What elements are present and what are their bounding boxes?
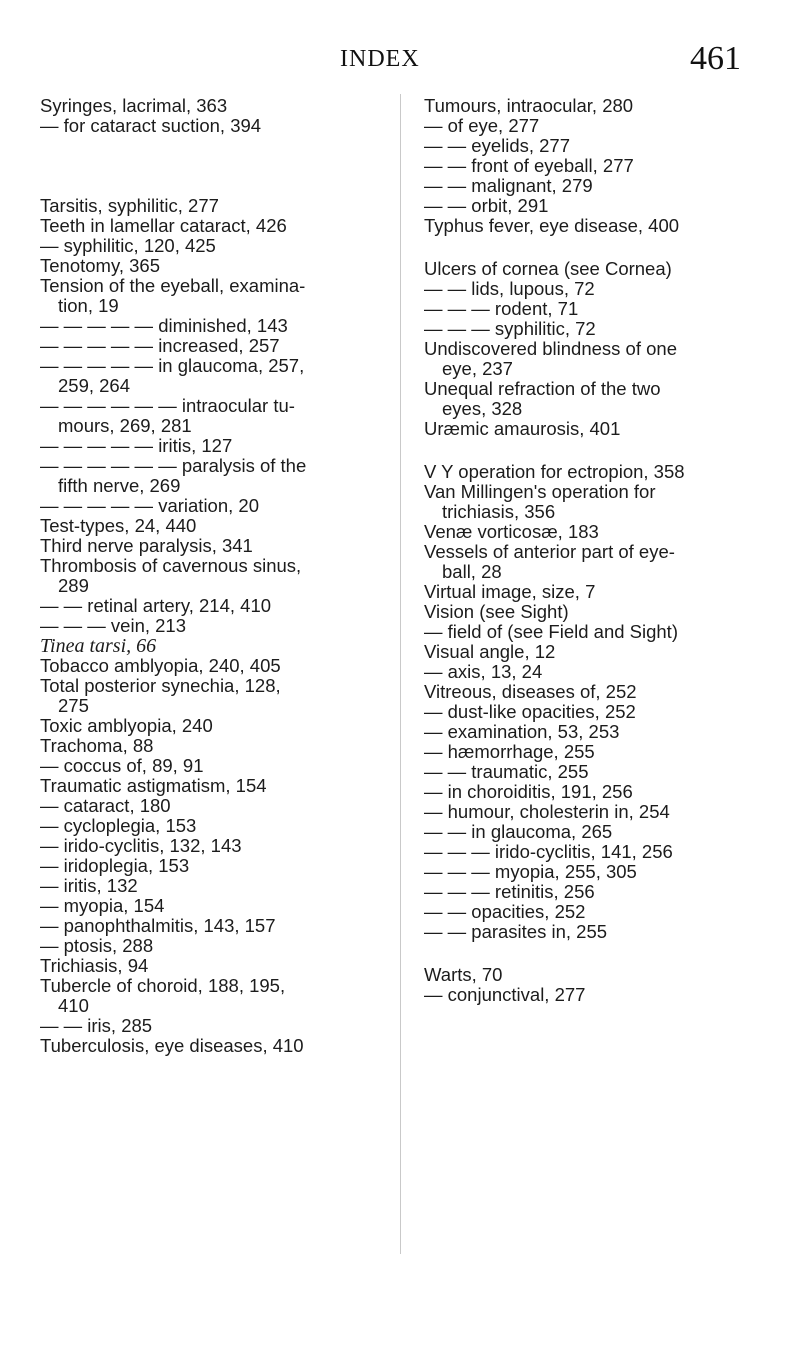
index-entry: — humour, cholesterin in, 254 xyxy=(424,801,670,822)
index-entry: — — opacities, 252 xyxy=(424,901,586,922)
index-column-right xyxy=(424,96,774,1005)
index-entry: — — — myopia, 255, 305 xyxy=(424,861,637,882)
index-entry: — cycloplegia, 153 xyxy=(40,815,197,836)
index-entry: — for cataract suction, 394 xyxy=(40,115,262,136)
index-entry: Virtual image, size, 7 xyxy=(424,581,596,602)
page-header xyxy=(0,40,800,80)
index-entry: — ptosis, 288 xyxy=(40,935,154,956)
index-entry: Total posterior synechia, 128, xyxy=(40,675,281,696)
running-head: INDEX xyxy=(340,46,420,72)
index-entry: — — — syphilitic, 72 xyxy=(424,318,596,339)
index-entry: Tinea tarsi, 66 xyxy=(40,635,157,657)
index-entry: Toxic amblyopia, 240 xyxy=(40,715,213,736)
index-entry: — dust-like opacities, 252 xyxy=(424,701,636,722)
index-entry: — — — — — — intraocular tu- xyxy=(40,395,295,416)
index-entry: Typhus fever, eye disease, 400 xyxy=(424,215,680,236)
index-entry: — irido-cyclitis, 132, 143 xyxy=(40,835,242,856)
index-entry: Teeth in lamellar cataract, 426 xyxy=(40,215,287,236)
index-entry: — — malignant, 279 xyxy=(424,175,593,196)
index-entry: — of eye, 277 xyxy=(424,115,540,136)
index-entry: — iritis, 132 xyxy=(40,875,138,896)
index-entry: Vessels of anterior part of eye- xyxy=(424,541,675,562)
index-entry: — — — — — diminished, 143 xyxy=(40,315,288,336)
index-entry: Ulcers of cornea (see Cornea) xyxy=(424,258,672,279)
index-entry-continuation: 259, 264 xyxy=(58,375,131,396)
index-entry: — — — — — increased, 257 xyxy=(40,335,280,356)
index-entry: Tuberculosis, eye diseases, 410 xyxy=(40,1035,304,1056)
index-entry: Van Millingen's operation for xyxy=(424,481,656,502)
index-entry: — coccus of, 89, 91 xyxy=(40,755,204,776)
index-entry-continuation: tion, 19 xyxy=(58,295,119,316)
index-entry: — examination, 53, 253 xyxy=(424,721,620,742)
index-entry: Uræmic amaurosis, 401 xyxy=(424,418,621,439)
index-entry: — — — vein, 213 xyxy=(40,615,187,636)
entry-spacer xyxy=(424,942,774,965)
index-entry: — — — irido-cyclitis, 141, 256 xyxy=(424,841,673,862)
index-entry: — — — — — variation, 20 xyxy=(40,495,259,516)
index-entry: Thrombosis of cavernous sinus, xyxy=(40,555,302,576)
index-entry: Tobacco amblyopia, 240, 405 xyxy=(40,655,281,676)
index-entry: — — eyelids, 277 xyxy=(424,135,571,156)
index-entry-continuation: mours, 269, 281 xyxy=(58,415,192,436)
index-entry-continuation: 275 xyxy=(58,695,89,716)
index-entry: — conjunctival, 277 xyxy=(424,984,586,1005)
index-entry: — — — — — in glaucoma, 257, xyxy=(40,355,305,376)
index-entry: — — — — — iritis, 127 xyxy=(40,435,233,456)
index-entry-continuation: 289 xyxy=(58,575,89,596)
index-entry: Third nerve paralysis, 341 xyxy=(40,535,253,556)
index-entry: — cataract, 180 xyxy=(40,795,171,816)
index-entry: Undiscovered blindness of one xyxy=(424,338,677,359)
index-column-left xyxy=(40,96,385,1056)
index-entry-continuation: trichiasis, 356 xyxy=(442,501,556,522)
index-entry: — — — retinitis, 256 xyxy=(424,881,595,902)
index-entry: Tubercle of choroid, 188, 195, xyxy=(40,975,286,996)
index-entry: Vitreous, diseases of, 252 xyxy=(424,681,637,702)
entry-spacer xyxy=(424,439,774,462)
index-entry: — — in glaucoma, 265 xyxy=(424,821,613,842)
index-entry: — iridoplegia, 153 xyxy=(40,855,190,876)
index-entry: Tension of the eyeball, examina- xyxy=(40,275,306,296)
index-entry: Venæ vorticosæ, 183 xyxy=(424,521,599,542)
index-entry: V Y operation for ectropion, 358 xyxy=(424,461,685,482)
index-entry: Trachoma, 88 xyxy=(40,735,154,756)
page-number: 461 xyxy=(690,40,741,77)
index-entry: — hæmorrhage, 255 xyxy=(424,741,595,762)
index-entry: — panophthalmitis, 143, 157 xyxy=(40,915,276,936)
index-entry-continuation: 410 xyxy=(58,995,89,1016)
index-entry: Tumours, intraocular, 280 xyxy=(424,95,634,116)
index-entry: Visual angle, 12 xyxy=(424,641,556,662)
index-entry: — — iris, 285 xyxy=(40,1015,153,1036)
entry-spacer xyxy=(40,136,385,196)
index-entry: — — traumatic, 255 xyxy=(424,761,589,782)
entry-spacer xyxy=(424,236,774,259)
index-entry: — — retinal artery, 214, 410 xyxy=(40,595,272,616)
index-entry-continuation: eye, 237 xyxy=(442,358,513,379)
index-entry: Trichiasis, 94 xyxy=(40,955,149,976)
index-entry-continuation: ball, 28 xyxy=(442,561,502,582)
index-entry: — — — rodent, 71 xyxy=(424,298,579,319)
index-entry-continuation: fifth nerve, 269 xyxy=(58,475,181,496)
index-entry-continuation: eyes, 328 xyxy=(442,398,523,419)
column-divider xyxy=(400,94,401,1254)
index-entry: — — parasites in, 255 xyxy=(424,921,608,942)
index-entry: Tarsitis, syphilitic, 277 xyxy=(40,195,219,216)
index-entry: — — orbit, 291 xyxy=(424,195,549,216)
index-entry: — — — — — — paralysis of the xyxy=(40,455,307,476)
index-entry: Traumatic astigmatism, 154 xyxy=(40,775,267,796)
index-entry: Test-types, 24, 440 xyxy=(40,515,197,536)
index-entry: Unequal refraction of the two xyxy=(424,378,661,399)
index-entry: Vision (see Sight) xyxy=(424,601,569,622)
index-entry: Tenotomy, 365 xyxy=(40,255,160,276)
index-entry: — axis, 13, 24 xyxy=(424,661,543,682)
index-entry: Syringes, lacrimal, 363 xyxy=(40,95,228,116)
index-entry: — — lids, lupous, 72 xyxy=(424,278,595,299)
index-entry: Warts, 70 xyxy=(424,964,503,985)
index-entry: — syphilitic, 120, 425 xyxy=(40,235,216,256)
index-entry: — in choroiditis, 191, 256 xyxy=(424,781,633,802)
index-entry: — field of (see Field and Sight) xyxy=(424,621,678,642)
index-entry: — myopia, 154 xyxy=(40,895,165,916)
index-entry: — — front of eyeball, 277 xyxy=(424,155,634,176)
